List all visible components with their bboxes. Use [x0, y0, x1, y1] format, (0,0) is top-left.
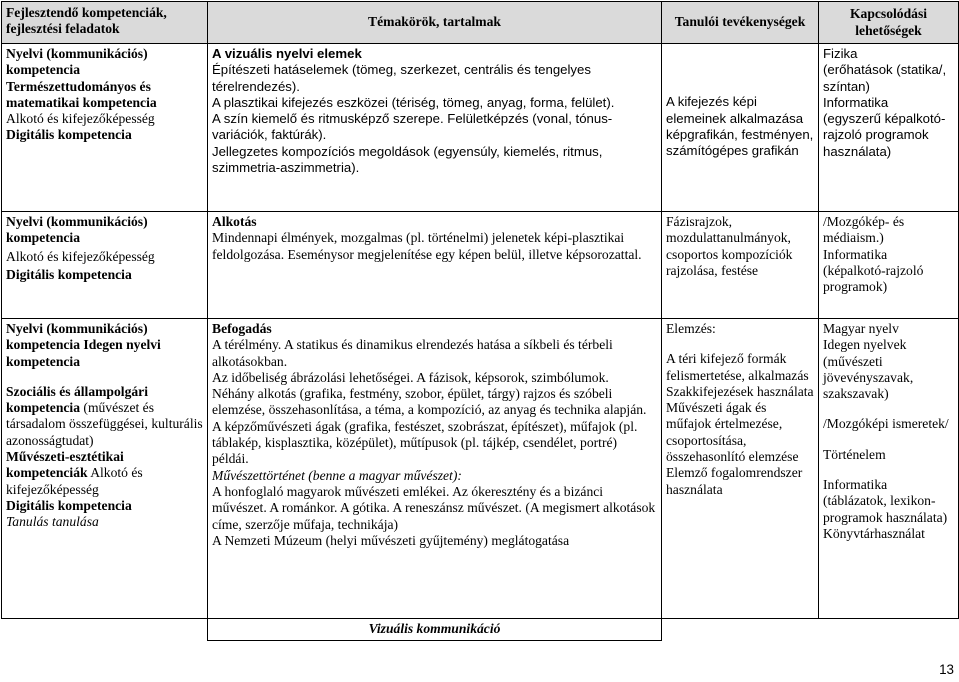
connection-item: Informatika (táblázatok, lexikon-programok használata) Könyvtárhasználat — [823, 477, 948, 541]
topic-line: A plasztikai kifejezés eszközei (tériség, tömeg, anyag, forma, felület). — [212, 94, 615, 110]
topic-title: Befogadás — [212, 321, 272, 336]
activities-cell — [662, 319, 819, 619]
connections-cell — [819, 319, 959, 619]
connection-item: (egyszerű képalkotó-rajzoló programok használata) — [823, 111, 946, 159]
competency-group: Szociális és állampolgári kompetencia (művészet és társadalom összefüggései, kulturális azonosságtudat) — [6, 383, 203, 448]
competencies-cell — [2, 212, 208, 319]
activities-cell — [662, 212, 819, 319]
header-competencies: Fejlesztendő kompetenciák, fejlesztési feladatok — [2, 2, 208, 44]
connection-item: Idegen nyelvek (művészeti jövevényszavak, szakszavak) — [823, 337, 914, 402]
topic-line: Építészeti hatáselemek (tömeg, szerkezet, centrális és tengelyes térelrendezés). — [212, 62, 591, 94]
activity-text: Fázisrajzok, mozdulattanulmányok, csoportos kompozíciók rajzolása, festése — [666, 214, 793, 278]
topic-subheading: Művészettörténet (benne a magyar művészet): — [212, 467, 462, 483]
competency-item: Digitális kompetencia — [6, 497, 132, 513]
competency-item: Természettudományos és matematikai kompetencia — [6, 78, 157, 110]
connections-cell — [819, 44, 959, 212]
activity-item: Elemző fogalomrendszer használata — [666, 465, 803, 497]
topics-cell — [208, 44, 662, 212]
competency-item: Nyelvi (kommunikációs) kompetencia — [6, 46, 148, 78]
topic-line: A honfoglaló magyarok művészeti emlékei. Az ókeresztény és a bizánci művészet. A románkor. A gótika. A reneszánsz művészet. (A megismert alkotások címe, szerzője műfaja, technikája) — [212, 483, 656, 532]
topics-cell — [208, 319, 662, 619]
connection-item: Történelem — [823, 446, 886, 462]
curriculum-table — [1, 1, 959, 641]
table-row — [2, 319, 959, 619]
topic-line: A szín kiemelő és ritmusképző szerepe. Felületképzés (vonal, tónus-variációk, faktúrák). — [212, 111, 613, 143]
topic-line: A térélmény. A statikus és dinamikus elrendezés hatása a síkbeli és térbeli alkotásokban. — [212, 337, 613, 369]
connection-item: (képalkotó-rajzoló programok) — [823, 262, 924, 295]
header-activities: Tanulói tevékenységek — [662, 2, 819, 44]
connection-item: /Mozgóképi ismeretek/ — [823, 416, 949, 432]
topic-title: Alkotás — [212, 214, 257, 229]
topic-line: Jellegzetes kompozíciós megoldások (egyensúly, kiemelés, ritmus, szimmetria-aszimmetria). — [212, 143, 603, 176]
competency-item: Alkotó és kifejezőképesség — [6, 248, 155, 264]
topic-line: A képzőművészeti ágak (grafika, festészet, szobrászat, építészet), műfajok (pl. táblakép, kisplasztika, középület), műtípusok (pl. tájkép, csendélet, portré) példái. — [212, 418, 638, 467]
page-number: 13 — [939, 661, 954, 677]
competency-item: Digitális kompetencia — [6, 127, 132, 143]
competency-group: Nyelvi (kommunikációs) kompetencia Idegen nyelvi kompetencia — [6, 321, 161, 369]
table-row — [2, 44, 959, 212]
competency-group: Művészeti-esztétikai kompetenciák Alkotó és kifejezőképesség — [6, 449, 143, 497]
competency-item: Tanulás tanulása — [6, 514, 99, 530]
competency-item: Digitális kompetencia — [6, 266, 132, 282]
connection-item: Informatika — [823, 94, 889, 110]
activities-cell — [662, 44, 819, 212]
topic-line: Mindennapi élmények, mozgalmas (pl. történelmi) jelenetek képi-plasztikai feldolgozása. Eseménysor megjelenítése egy képen belül, illetve képsorozattal. — [212, 230, 642, 262]
competencies-cell — [2, 319, 208, 619]
connection-item: Fizika — [823, 46, 858, 61]
topic-title: A vizuális nyelvi elemek — [212, 46, 362, 61]
header-topics: Témakörök, tartalmak — [208, 2, 662, 44]
activity-item: Szakkifejezések használata — [666, 383, 814, 399]
footer-subject-title: Vizuális kommunikáció — [208, 619, 662, 641]
header-row — [2, 2, 959, 44]
header-connections: Kapcsolódási lehetőségek — [819, 2, 959, 44]
connection-item: /Mozgókép- és médiaism.) — [823, 214, 905, 246]
connection-item: Magyar nyelv — [823, 321, 899, 336]
table-row — [2, 212, 959, 319]
activity-item: A téri kifejező formák felismertetése, alkalmazás — [666, 351, 809, 383]
competency-item: Alkotó és kifejezőképesség — [6, 111, 155, 127]
topic-line: Néhány alkotás (grafika, festmény, szobor, épület, tárgy) rajzos és szóbeli elemzése, összehasonlítása, a téma, a kompozíció, az anyag és technika alapján. — [212, 386, 647, 418]
competencies-cell — [2, 44, 208, 212]
topics-cell — [208, 212, 662, 319]
connection-item: (erőhatások (statika/, színtan) — [823, 62, 947, 94]
activity-text: A kifejezés képi elemeinek alkalmazása képgrafikán, festményen, számítógépes grafikán — [666, 94, 814, 159]
topic-line: Az időbeliség ábrázolási lehetőségei. A fázisok, képsorok, szimbólumok. — [212, 369, 609, 385]
connections-cell — [819, 212, 959, 319]
footer-row — [2, 619, 959, 641]
topic-line: A Nemzeti Múzeum (helyi művészeti gyűjtemény) meglátogatása — [212, 532, 570, 548]
activity-heading: Elemzés: — [666, 321, 716, 336]
connection-item: Informatika — [823, 246, 888, 262]
activity-item: Művészeti ágak és műfajok értelmezése, csoportosítása, összehasonlító elemzése — [666, 400, 799, 465]
competency-item: Nyelvi (kommunikációs) kompetencia — [6, 214, 148, 246]
